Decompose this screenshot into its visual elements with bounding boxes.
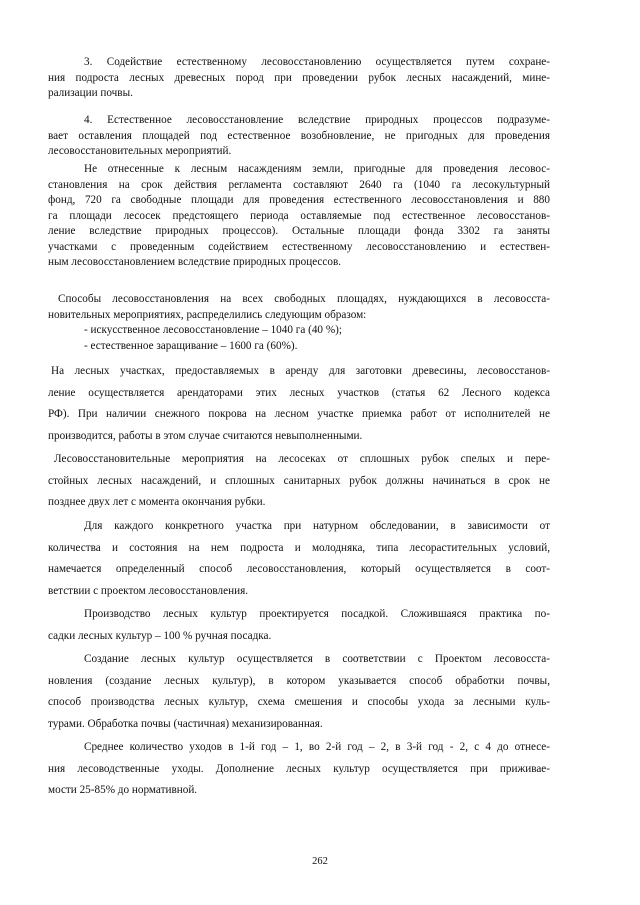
paragraph-land-fund bbox=[48, 162, 550, 271]
text-line: позднее двух лет с момента окончания рубки. bbox=[48, 496, 266, 508]
methods-item: - естественное заращивание – 1600 га (60%). bbox=[84, 339, 298, 352]
paragraph-survey bbox=[48, 516, 550, 602]
text-line: мости 25-85% до нормативной. bbox=[48, 784, 198, 796]
paragraph-care bbox=[48, 737, 550, 802]
text-line: участками с проведенным содействием естественному лесовосстановлению и естествен- bbox=[48, 240, 550, 253]
text-line: Способы лесовосстановления на всех свободных площадях, нуждающихся в лесовосста- bbox=[58, 293, 550, 305]
paragraph-clearcut bbox=[48, 449, 550, 514]
text-line: стойных лесных насаждений, и сплошных санитарных рубок должны начинаться в срок не bbox=[48, 474, 550, 487]
text-line: ния подроста лесных древесных пород при проведении рубок лесных насаждений, мине- bbox=[48, 71, 550, 84]
paragraph-item-3 bbox=[48, 55, 550, 102]
text-line: ным лесовосстановлением вследствие природных процессов. bbox=[48, 256, 342, 268]
text-line: садки лесных культур – 100 % ручная посадка. bbox=[48, 629, 272, 642]
text-line: Среднее количество уходов в 1-й год – 1, во 2-й год – 2, в 3-й год - 2, с 4 до отнесе- bbox=[84, 741, 550, 753]
text-line: Производство лесных культур проектируется посадкой. Сложившаяся практика по- bbox=[84, 608, 550, 620]
text-line: ния лесоводственные уходы. Дополнение лесных культур осуществляется при приживае- bbox=[48, 762, 550, 775]
text-line: РФ). При наличии снежного покрова на лесном участке приемка работ от исполнителей не bbox=[48, 408, 550, 420]
text-line: ление вследствие природных процессов). Остальные площади фонда 3302 га заняты bbox=[48, 225, 550, 237]
paragraph-project bbox=[48, 649, 550, 735]
text-line: турами. Обработка почвы (частичная) механизированная. bbox=[48, 717, 323, 730]
text-line: количества и состояния на нем подроста и молодняка, типа лесорастительных условий, bbox=[48, 541, 550, 554]
text-line: становления на срок действия регламента составляют 2640 га (1040 га лесокультурный bbox=[48, 178, 550, 191]
paragraph-lease bbox=[48, 361, 550, 447]
text-line: вает оставления площадей под естественное возобновление, не пригодных для проведения bbox=[48, 129, 550, 142]
text-line: новительных мероприятиях, распределились следующим образом: bbox=[48, 308, 367, 321]
text-line: Создание лесных культур осуществляется в соответствии с Проектом лесовосста- bbox=[84, 653, 550, 665]
text-line: ление осуществляется арендаторами этих лесных участков (статья 62 Лесного кодекса bbox=[48, 386, 550, 399]
text-line: ветствии с проектом лесовосстановления. bbox=[48, 584, 249, 597]
text-line: способ производства лесных культур, схема смешения и способы ухода за лесными куль- bbox=[48, 696, 550, 708]
text-line: 4. Естественное лесовосстановление вследствие природных процессов подразуме- bbox=[84, 114, 550, 126]
text-line: рализации почвы. bbox=[48, 87, 133, 99]
paragraph-item-4 bbox=[48, 113, 550, 160]
methods-block bbox=[48, 292, 550, 354]
text-line: новления (создание лесных культур), в котором указывается способ обработки почвы, bbox=[48, 674, 550, 687]
text-line: На лесных участках, предоставляемых в аренду для заготовки древесины, лесовосстанов- bbox=[51, 365, 550, 377]
text-line: Лесовосстановительные мероприятия на лесосеках от сплошных рубок спелых и пере- bbox=[54, 453, 550, 465]
text-line: 3. Содействие естественному лесовосстановлению осуществляется путем сохране- bbox=[84, 56, 550, 68]
methods-item: - искусственное лесовосстановление – 1040 га (40 %); bbox=[84, 324, 342, 336]
text-line: производится, работы в этом случае считаются невыполненными. bbox=[48, 429, 363, 442]
text-line: лесовосстановительных мероприятий. bbox=[48, 145, 232, 157]
text-line: Не отнесенные к лесным насаждениям земли, пригодные для проведения лесовос- bbox=[84, 163, 550, 175]
text-line: намечается определенный способ лесовосстановления, который осуществляется в соот- bbox=[48, 563, 550, 575]
text-line: фонд, 720 га свободные площади для проведения естественного лесовосстановления и 880 bbox=[48, 194, 550, 206]
page-number: 262 bbox=[312, 856, 328, 867]
text-line: га площади лесосек предстоящего периода оставляемые под естественное лесовосстанов- bbox=[48, 209, 550, 222]
paragraph-planting bbox=[48, 604, 550, 647]
text-line: Для каждого конкретного участка при натурном обследовании, в зависимости от bbox=[84, 520, 550, 532]
